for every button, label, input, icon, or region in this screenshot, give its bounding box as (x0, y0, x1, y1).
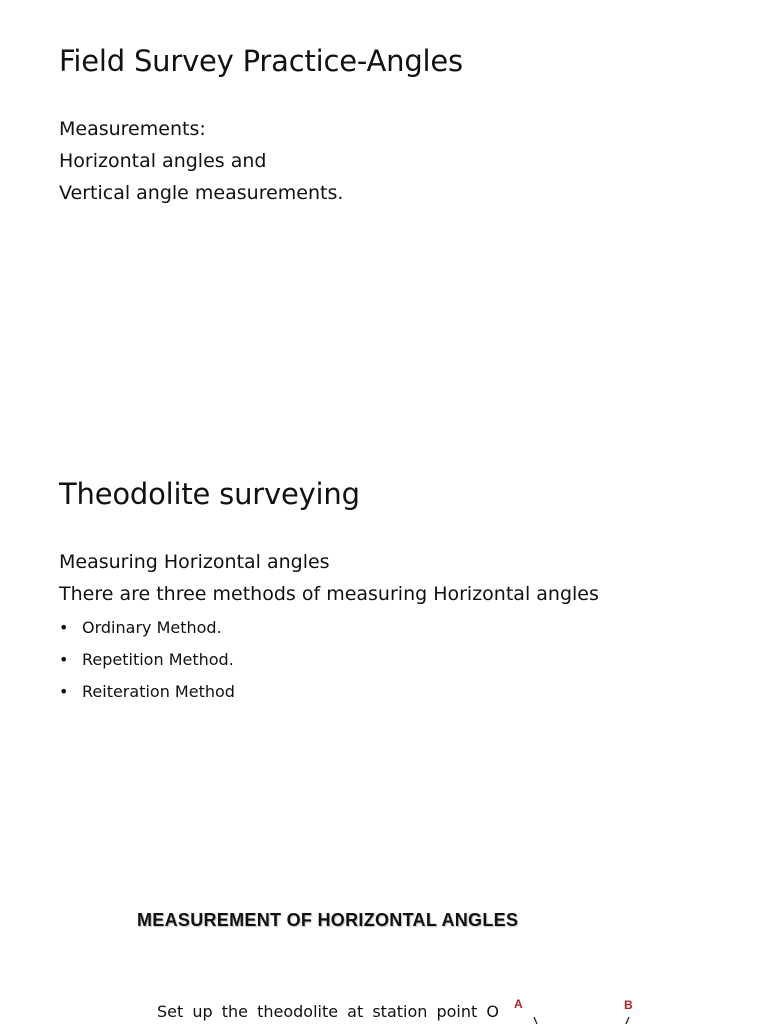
slide2-line-2: There are three methods of measuring Horizontal angles (59, 583, 599, 605)
bullet-label: Reiteration Method (82, 682, 235, 701)
slide3-text: Set up the theodolite at station point O (157, 1002, 499, 1021)
point-a-label: A (514, 997, 523, 1011)
slide2-line-1: Measuring Horizontal angles (59, 551, 330, 573)
slide3-heading: MEASUREMENT OF HORIZONTAL ANGLES (137, 910, 519, 930)
line-oa (534, 1017, 537, 1024)
bullet-label: Ordinary Method. (82, 618, 222, 637)
bullet-dot-icon: • (59, 618, 69, 637)
angle-diagram (500, 1010, 660, 1024)
bullet-dot-icon: • (59, 682, 69, 701)
slide1-line-2: Horizontal angles and (59, 150, 267, 172)
point-b-label: B (624, 998, 633, 1012)
bullet-dot-icon: • (59, 650, 69, 669)
slide1-line-3: Vertical angle measurements. (59, 182, 344, 204)
line-ob (626, 1017, 629, 1024)
slide1-line-1: Measurements: (59, 118, 206, 140)
bullet-label: Repetition Method. (82, 650, 234, 669)
slide2-title: Theodolite surveying (59, 477, 360, 511)
slide1-title: Field Survey Practice-Angles (59, 44, 463, 78)
